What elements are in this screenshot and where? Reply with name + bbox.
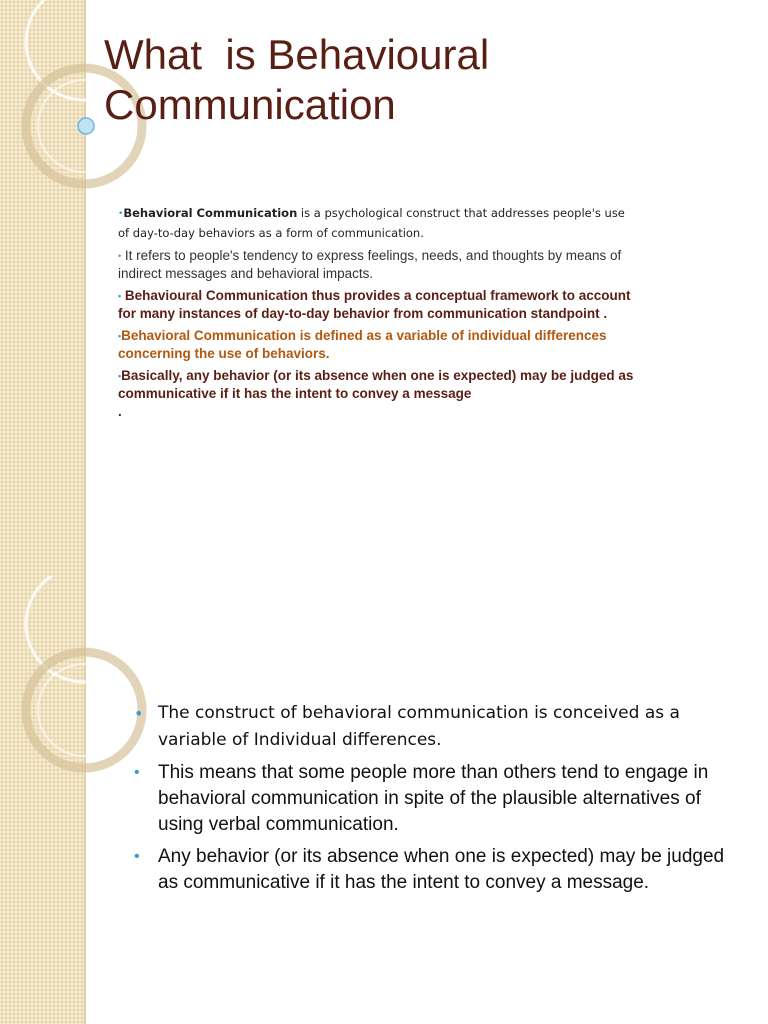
list-item [132,700,742,754]
bullet-text: Behavioural Communication thus provides a conceptual framework to account for many instances of day-to-day behavior from communication standpoint . [118,288,631,321]
list-item [132,760,742,838]
bullet-icon: • [118,209,124,219]
bullet-text: Basically, any behavior (or its absence when one is expected) may be judged as communicative if it has the intent to convey a message [118,368,634,401]
bullet-icon: • [134,704,144,723]
bullet-text: The construct of behavioral communication is conceived as a variable of Individual differences. [158,703,680,750]
title-line-1: What is Behavioural [104,31,490,78]
bullet-icon: • [118,251,122,261]
blue-dot-icon [78,118,94,134]
list-item [118,327,638,363]
slide-title [104,30,724,130]
list-item [118,367,638,421]
list-item [118,247,638,283]
ring-inner [38,664,130,756]
bullet-text: is a psychological construct that addresses people's use of day-to-day behaviors as a form of communication. [118,206,625,240]
bullet-list-1 [118,204,638,421]
bullet-text: Behavioral Communication is defined as a variable of individual differences concerning the use of behaviors. [118,328,607,361]
list-item [118,287,638,323]
trailing-period: . [118,404,122,419]
bullet-list-2 [132,700,742,902]
ring-lower [26,652,142,768]
title-line-2: Communication [104,81,396,128]
bullet-icon: • [118,331,122,341]
bullet-icon: • [134,764,140,781]
bullet-text: It refers to people's tendency to express feelings, needs, and thoughts by means of indirect messages and behavioral impacts. [118,248,622,281]
slide-2 [0,576,768,1024]
bullet-text: This means that some people more than others tend to engage in behavioral communication in spite of the plausible alternatives of using verbal communication. [158,762,709,835]
bullet-icon: • [134,848,140,865]
term-behavioral-communication: Behavioral Communication [123,206,298,220]
list-item [118,204,638,243]
bullet-text: Any behavior (or its absence when one is expected) may be judged as communicative if it has the intent to convey a message. [158,846,725,893]
list-item [132,844,742,896]
bullet-icon: • [118,291,122,301]
bullet-icon: • [118,371,122,381]
